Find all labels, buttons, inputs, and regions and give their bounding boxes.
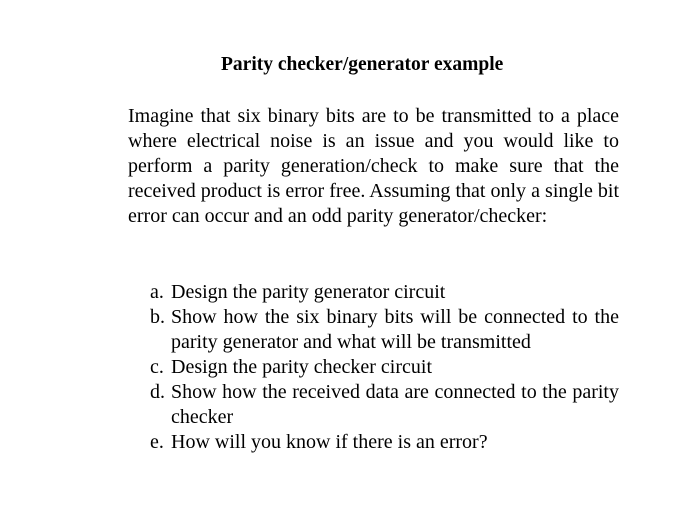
question-marker: c. (150, 356, 164, 378)
question-item-b (150, 305, 619, 355)
question-item-e (150, 430, 619, 455)
question-item-d (150, 380, 619, 430)
question-marker: a. (150, 281, 164, 303)
question-text: Show how the six binary bits will be connected to the parity generator and what will be transmitted (171, 306, 619, 353)
question-text: How will you know if there is an error? (171, 431, 488, 453)
question-text: Show how the received data are connected to the parity checker (171, 381, 619, 428)
question-text: Design the parity checker circuit (171, 356, 432, 378)
question-item-c (150, 355, 619, 380)
question-marker: d. (150, 381, 165, 403)
question-marker: e. (150, 431, 164, 453)
question-text: Design the parity generator circuit (171, 281, 446, 303)
intro-paragraph: Imagine that six binary bits are to be transmitted to a place where electrical noise is an issue and you would like to perform a parity generation/check to make sure that the received product is error free. Assuming that only a single bit error can occur and an odd parity generator/checker: (128, 105, 619, 227)
question-item-a (150, 280, 619, 305)
question-list (150, 280, 619, 455)
page-title: Parity checker/generator example (221, 54, 504, 75)
question-marker: b. (150, 306, 165, 328)
